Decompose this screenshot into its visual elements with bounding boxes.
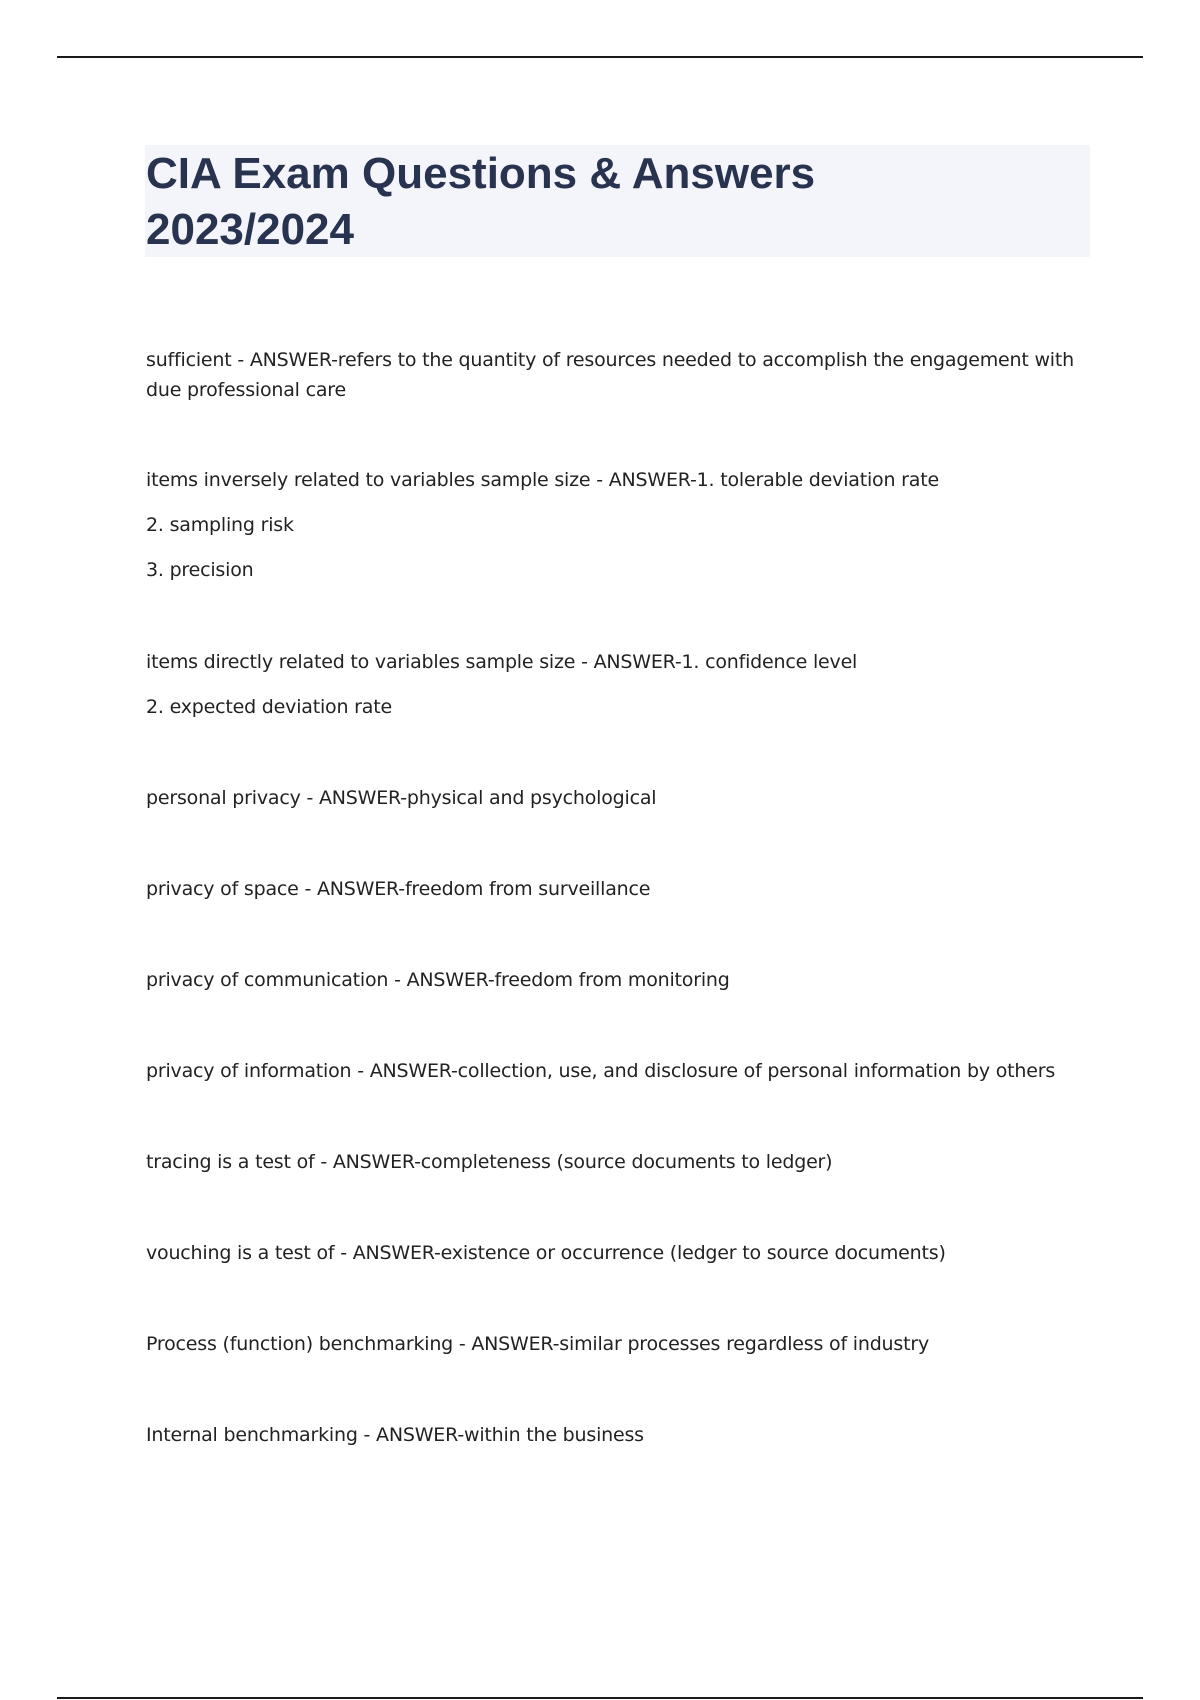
qa-line: Process (function) benchmarking - ANSWER-similar processes regardless of industry [146, 1333, 929, 1355]
header-rule [57, 56, 1143, 58]
qa-line: 2. expected deviation rate [146, 696, 392, 718]
qa-line: sufficient - ANSWER-refers to the quantity of resources needed to accomplish the engagement with due professional care [146, 349, 1074, 401]
qa-entry [146, 345, 1096, 405]
qa-line: personal privacy - ANSWER-physical and psychological [146, 787, 657, 809]
qa-line: tracing is a test of - ANSWER-completeness (source documents to ledger) [146, 1151, 833, 1173]
qa-entry [146, 1420, 1096, 1450]
qa-line: items inversely related to variables sample size - ANSWER-1. tolerable deviation rate [146, 469, 939, 491]
qa-line: privacy of communication - ANSWER-freedom from monitoring [146, 969, 730, 991]
qa-line: 3. precision [146, 559, 254, 581]
qa-entry [146, 965, 1096, 995]
qa-line: vouching is a test of - ANSWER-existence or occurrence (ledger to source documents) [146, 1242, 946, 1264]
qa-line: items directly related to variables sample size - ANSWER-1. confidence level [146, 651, 858, 673]
qa-line: privacy of information - ANSWER-collection, use, and disclosure of personal information by others [146, 1060, 1056, 1082]
page-title [146, 146, 1086, 258]
title-line-2: 2023/2024 [146, 205, 354, 254]
title-line-1: CIA Exam Questions & Answers [146, 149, 816, 198]
qa-entry [146, 1056, 1096, 1086]
qa-entry [146, 647, 1096, 722]
qa-entry [146, 1329, 1096, 1359]
qa-line: Internal benchmarking - ANSWER-within the business [146, 1424, 644, 1446]
footer-rule [57, 1697, 1143, 1699]
qa-entry [146, 1238, 1096, 1268]
qa-entry [146, 783, 1096, 813]
qa-entry [146, 465, 1096, 585]
qa-line: 2. sampling risk [146, 514, 294, 536]
qa-entry [146, 874, 1096, 904]
qa-line: privacy of space - ANSWER-freedom from surveillance [146, 878, 651, 900]
qa-entry [146, 1147, 1096, 1177]
